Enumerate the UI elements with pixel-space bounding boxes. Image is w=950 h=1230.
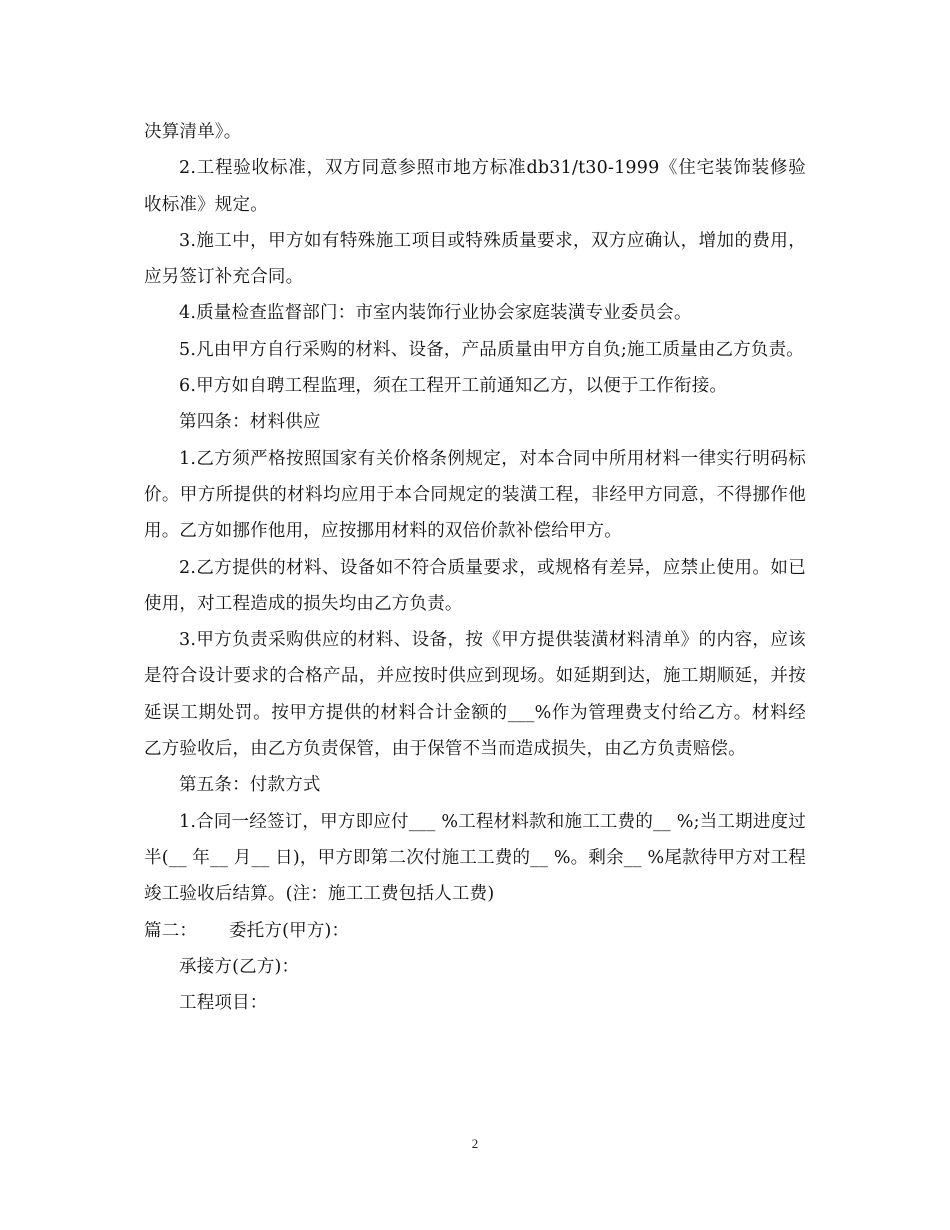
paragraph: 5.凡由甲方自行采购的材料、设备，产品质量由甲方自负;施工质量由乙方负责。 xyxy=(179,339,804,360)
contractor-label: 承接方(乙方)： xyxy=(179,956,300,977)
document-body xyxy=(144,114,806,1021)
paragraph: 2.乙方提供的材料、设备如不符合质量要求，或规格有差异，应禁止使用。如已使用，对工程造成的损失均由乙方负责。 xyxy=(144,557,806,614)
paragraph: 1.合同一经签订，甲方即应付___ %工程材料款和施工工费的__ %;当工期进度过半(__ 年__ 月__ 日)，甲方即第二次付施工工费的__ %。剩余__ %尾款待甲方对工程竣工验收后结算。(注：施工工费包括人工费) xyxy=(144,811,806,905)
paragraph: 4.质量检查监督部门：市室内装饰行业协会家庭装潢专业委员会。 xyxy=(179,303,692,324)
section-heading: 第五条：付款方式 xyxy=(179,775,321,796)
project-label: 工程项目： xyxy=(179,993,268,1014)
part-two-header-row xyxy=(144,913,806,949)
paragraph: 3.甲方负责采购供应的材料、设备，按《甲方提供装潢材料清单》的内容，应该是符合设计要求的合格产品，并应按时供应到现场。如延期到达，施工期顺延，并按延误工期处罚。按甲方提供的材料合计金额的___%作为管理费支付给乙方。材料经乙方验收后，由乙方负责保管，由于保管不当而造成损失，由乙方负责赔偿。 xyxy=(144,630,806,760)
section-heading: 第四条：材料供应 xyxy=(179,412,321,433)
page-number: 2 xyxy=(471,1136,479,1151)
paragraph: 3.施工中，甲方如有特殊施工项目或特殊质量要求，双方应确认，增加的费用，应另签订补充合同。 xyxy=(144,230,806,288)
paragraph: 2.工程验收标准，双方同意参照市地方标准db31/t30-1999《住宅装饰装修验收标准》规定。 xyxy=(144,158,806,215)
paragraph: 1.乙方须严格按照国家有关价格条例规定，对本合同中所用材料一律实行明码标价。甲方所提供的材料均应用于本合同规定的装潢工程，非经甲方同意，不得挪作他用。乙方如挪作他用，应按挪用材料的双倍价款补偿给甲方。 xyxy=(144,448,806,542)
paragraph: 决算清单》。 xyxy=(144,122,242,142)
part-two-heading: 篇二： xyxy=(144,920,198,941)
paragraph: 6.甲方如自聘工程监理，须在工程开工前通知乙方，以便于工作衔接。 xyxy=(179,376,728,397)
entrusting-party-label: 委托方(甲方)： xyxy=(229,920,350,941)
